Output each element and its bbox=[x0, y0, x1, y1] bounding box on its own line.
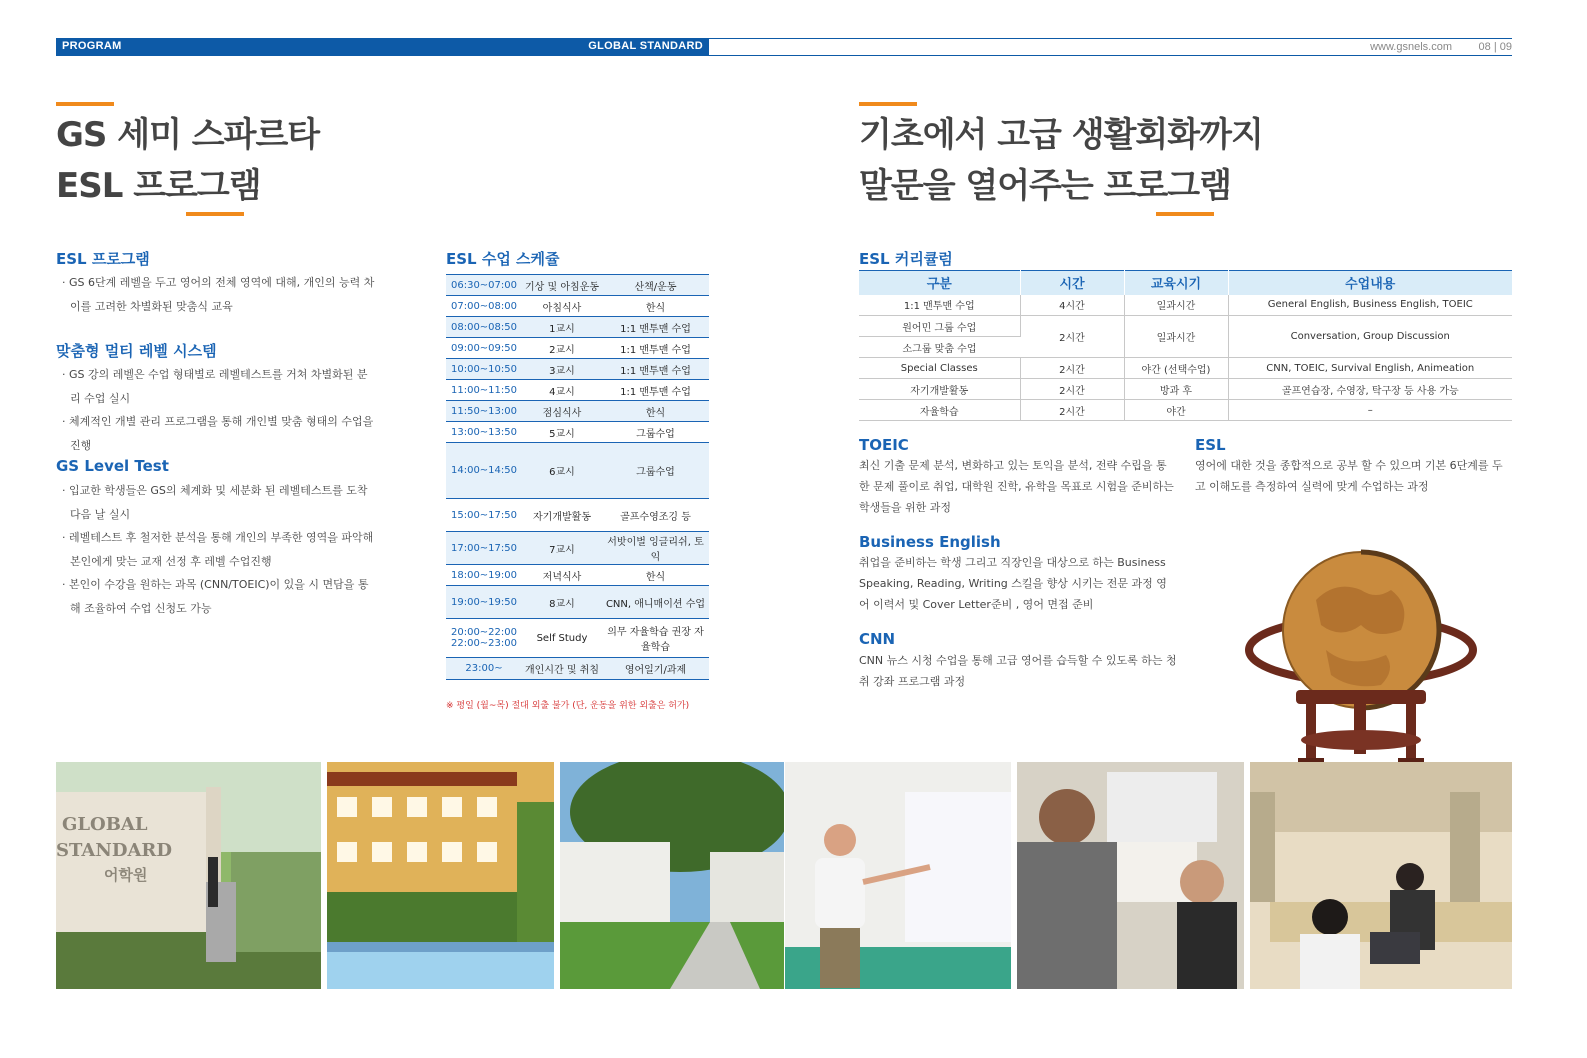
schedule-detail-cell: 영어일기/과제 bbox=[602, 658, 709, 680]
curriculum-cell: 원어민 그룹 수업 bbox=[859, 316, 1020, 337]
schedule-activity-cell: Self Study bbox=[522, 619, 602, 658]
header-bar bbox=[56, 38, 1512, 56]
curriculum-cell: 일과시간 bbox=[1124, 295, 1228, 316]
schedule-detail-cell: 1:1 맨투맨 수업 bbox=[602, 317, 709, 338]
schedule-time-cell: 18:00~19:00 bbox=[446, 565, 522, 586]
schedule-activity-cell: 4교시 bbox=[522, 380, 602, 401]
header-url[interactable]: www.gsnels.com bbox=[1370, 41, 1452, 53]
level-test-item: · 레벨테스트 후 철저한 분석을 통해 개인의 부족한 영역을 파악해 본인에게 맞는 교재 선정 후 레벨 수업진행 bbox=[62, 531, 374, 568]
schedule-activity-cell: 2교시 bbox=[522, 338, 602, 359]
schedule-detail-cell: 서밧이벌 잉글리쉬, 토익 bbox=[602, 532, 709, 565]
schedule-time-cell: 19:00~19:50 bbox=[446, 586, 522, 619]
curriculum-cell: 소그룹 맞춤 수업 bbox=[859, 337, 1020, 358]
schedule-activity-cell: 저녁식사 bbox=[522, 565, 602, 586]
curriculum-cell: 자기개발활동 bbox=[859, 379, 1020, 400]
photo-study-hall bbox=[1250, 762, 1512, 989]
schedule-time-cell: 11:00~11:50 bbox=[446, 380, 522, 401]
schedule-heading: ESL 수업 스케쥴 bbox=[446, 250, 560, 268]
curriculum-cell: 골프연습장, 수영장, 탁구장 등 사용 가능 bbox=[1228, 379, 1512, 400]
curriculum-header-row bbox=[859, 271, 1512, 295]
multi-level-item: · 체계적인 개별 관리 프로그램을 통해 개인별 맞춤 형태의 수업을 진행 bbox=[62, 415, 374, 452]
schedule-row bbox=[446, 296, 709, 317]
curriculum-row bbox=[859, 316, 1512, 337]
schedule-detail-cell: 1:1 맨투맨 수업 bbox=[602, 338, 709, 359]
curriculum-cell: 일과시간 bbox=[1124, 316, 1228, 358]
schedule-row bbox=[446, 317, 709, 338]
schedule-time-cell: 07:00~08:00 bbox=[446, 296, 522, 317]
schedule-row bbox=[446, 532, 709, 565]
schedule-activity-cell: 개인시간 및 취침 bbox=[522, 658, 602, 680]
curriculum-cell: 야간 (선택수업) bbox=[1124, 358, 1228, 379]
schedule-activity-cell: 3교시 bbox=[522, 359, 602, 380]
left-page-title bbox=[56, 110, 319, 212]
multi-level-text bbox=[60, 363, 378, 457]
schedule-activity-cell: 6교시 bbox=[522, 443, 602, 499]
schedule-detail-cell: 골프수영조깅 등 bbox=[602, 499, 709, 532]
schedule-detail-cell: 의무 자율학습 권장 자율학습 bbox=[602, 619, 709, 658]
curriculum-cell: – bbox=[1228, 400, 1512, 421]
schedule-activity-cell: 자기개발활동 bbox=[522, 499, 602, 532]
schedule-time-cell: 14:00~14:50 bbox=[446, 443, 522, 499]
level-test-text bbox=[60, 479, 378, 620]
photo-building-pool bbox=[327, 762, 554, 989]
title-accent-top-left bbox=[56, 102, 114, 106]
schedule-activity-cell: 점심식사 bbox=[522, 401, 602, 422]
left-title-line1: GS 세미 스파르타 bbox=[56, 115, 320, 155]
curriculum-cell: 2시간 bbox=[1020, 358, 1124, 379]
schedule-table bbox=[446, 274, 709, 680]
header-center-label: GLOBAL STANDARD bbox=[588, 40, 703, 52]
schedule-row bbox=[446, 422, 709, 443]
schedule-time-cell: 09:00~09:50 bbox=[446, 338, 522, 359]
photo-sign-line2: STANDARD bbox=[56, 840, 172, 861]
curriculum-cell: 방과 후 bbox=[1124, 379, 1228, 400]
curriculum-cell: 4시간 bbox=[1020, 295, 1124, 316]
esl-text: 영어에 대한 것을 종합적으로 공부 할 수 있으며 기본 6단계를 두고 이해도를 측정하여 실력에 맞게 수업하는 과정 bbox=[1195, 459, 1503, 493]
curriculum-cell: 1:1 맨투맨 수업 bbox=[859, 295, 1020, 316]
curriculum-cell: Conversation, Group Discussion bbox=[1228, 316, 1512, 358]
cnn-heading: CNN bbox=[859, 630, 896, 648]
esl-heading: ESL bbox=[1195, 436, 1226, 454]
globe-illustration bbox=[1236, 540, 1486, 780]
curriculum-cell: CNN, TOEIC, Survival English, Animeation bbox=[1228, 358, 1512, 379]
curriculum-heading: ESL 커리큘럼 bbox=[859, 250, 953, 268]
schedule-row bbox=[446, 359, 709, 380]
schedule-time-cell: 23:00~ bbox=[446, 658, 522, 680]
photo-sign-line3: 어학원 bbox=[104, 866, 148, 884]
photo-tutoring-session bbox=[1017, 762, 1244, 989]
curriculum-cell: 2시간 bbox=[1020, 379, 1124, 400]
page-numbers: 08 | 09 bbox=[1478, 41, 1512, 53]
curriculum-cell: 2시간 bbox=[1020, 316, 1124, 358]
schedule-detail-cell: 한식 bbox=[602, 296, 709, 317]
schedule-detail-cell: 그룹수업 bbox=[602, 422, 709, 443]
cnn-text: CNN 뉴스 시청 수업을 통해 고급 영어를 습득할 수 있도록 하는 청취 강좌 프로그램 과정 bbox=[859, 654, 1177, 688]
curriculum-table bbox=[859, 270, 1512, 421]
header-blue-band bbox=[56, 38, 709, 56]
schedule-time-cell: 20:00~22:00 22:00~23:00 bbox=[446, 619, 522, 658]
schedule-detail-cell: 한식 bbox=[602, 401, 709, 422]
level-test-item: · 본인이 수강을 원하는 과목 (CNN/TOEIC)이 있을 시 면담을 통해 조율하여 수업 신청도 가능 bbox=[62, 578, 369, 615]
title-accent-top-right bbox=[859, 102, 917, 106]
schedule-row bbox=[446, 338, 709, 359]
schedule-row bbox=[446, 499, 709, 532]
photo-sign bbox=[56, 762, 321, 989]
multi-level-item: · GS 강의 레벨은 수업 형태별로 레벨테스트를 거쳐 차별화된 분리 수업 실시 bbox=[62, 368, 368, 405]
curriculum-col-header: 수업내용 bbox=[1228, 271, 1512, 295]
right-title-line2: 말문을 열어주는 프로그램 bbox=[859, 166, 1231, 206]
schedule-time-cell: 13:00~13:50 bbox=[446, 422, 522, 443]
schedule-note: ※ 평일 (월~목) 절대 외출 불가 (단, 운동을 위한 외출은 허가) bbox=[446, 701, 690, 711]
title-accent-under-right bbox=[1156, 212, 1214, 216]
schedule-activity-cell: 1교시 bbox=[522, 317, 602, 338]
toeic-heading: TOEIC bbox=[859, 436, 909, 454]
photo-sign-line1: GLOBAL bbox=[62, 814, 148, 835]
schedule-activity-cell: 8교시 bbox=[522, 586, 602, 619]
right-title-line1: 기초에서 고급 생활회화까지 bbox=[859, 115, 1263, 155]
esl-program-item: · GS 6단계 레벨을 두고 영어의 전체 영역에 대해, 개인의 능력 차이를 고려한 차별화된 맞춤식 교육 bbox=[62, 276, 375, 313]
right-page-title bbox=[859, 110, 1263, 212]
schedule-row bbox=[446, 586, 709, 619]
schedule-detail-cell: 1:1 맨투맨 수업 bbox=[602, 380, 709, 401]
curriculum-row bbox=[859, 295, 1512, 316]
schedule-time-cell: 17:00~17:50 bbox=[446, 532, 522, 565]
schedule-activity-cell: 기상 및 아침운동 bbox=[522, 275, 602, 296]
schedule-row bbox=[446, 565, 709, 586]
esl-program-text bbox=[60, 271, 378, 318]
header-left-label: PROGRAM bbox=[62, 40, 122, 52]
curriculum-col-header: 교육시기 bbox=[1124, 271, 1228, 295]
schedule-time-cell: 08:00~08:50 bbox=[446, 317, 522, 338]
curriculum-cell: 2시간 bbox=[1020, 400, 1124, 421]
curriculum-col-header: 구분 bbox=[859, 271, 1020, 295]
business-text: 취업을 준비하는 학생 그리고 직장인을 대상으로 하는 Business Speaking, Reading, Writing 스킬을 향상 시키는 전문 과정 영어 이력서 및 Cover Letter준비 , 영어 면접 준비 bbox=[859, 556, 1167, 611]
schedule-detail-cell: 그룹수업 bbox=[602, 443, 709, 499]
curriculum-cell: 자율학습 bbox=[859, 400, 1020, 421]
photo-teacher-presenting bbox=[785, 762, 1011, 989]
schedule-detail-cell: 한식 bbox=[602, 565, 709, 586]
schedule-row bbox=[446, 380, 709, 401]
toeic-text: 최신 기출 문제 분석, 변화하고 있는 토익을 분석, 전략 수립을 통한 문제 풀이로 취업, 대학원 진학, 유학을 목표로 시험을 준비하는 학생들을 위한 과정 bbox=[859, 459, 1174, 514]
esl-program-heading: ESL 프로그램 bbox=[56, 250, 150, 268]
business-heading: Business English bbox=[859, 533, 1001, 551]
curriculum-col-header: 시간 bbox=[1020, 271, 1124, 295]
title-accent-under-left bbox=[186, 212, 244, 216]
schedule-activity-cell: 아침식사 bbox=[522, 296, 602, 317]
curriculum-cell: General English, Business English, TOEIC bbox=[1228, 295, 1512, 316]
schedule-activity-cell: 5교시 bbox=[522, 422, 602, 443]
multi-level-heading: 맞춤형 멀티 레벨 시스템 bbox=[56, 342, 217, 360]
schedule-time-cell: 10:00~10:50 bbox=[446, 359, 522, 380]
schedule-row bbox=[446, 401, 709, 422]
schedule-detail-cell: 1:1 맨투맨 수업 bbox=[602, 359, 709, 380]
schedule-time-cell: 06:30~07:00 bbox=[446, 275, 522, 296]
schedule-detail-cell: 산책/운동 bbox=[602, 275, 709, 296]
curriculum-cell: 야간 bbox=[1124, 400, 1228, 421]
photo-campus-trees bbox=[560, 762, 784, 989]
curriculum-cell: Special Classes bbox=[859, 358, 1020, 379]
schedule-time-cell: 15:00~17:50 bbox=[446, 499, 522, 532]
level-test-heading: GS Level Test bbox=[56, 457, 169, 475]
curriculum-row bbox=[859, 400, 1512, 421]
level-test-item: · 입교한 학생들은 GS의 체계화 및 세분화 된 레벨테스트를 도착 다음 날 실시 bbox=[62, 484, 368, 521]
curriculum-row bbox=[859, 358, 1512, 379]
left-title-line2: ESL 프로그램 bbox=[56, 166, 261, 206]
schedule-time-cell: 11:50~13:00 bbox=[446, 401, 522, 422]
curriculum-row bbox=[859, 379, 1512, 400]
schedule-row bbox=[446, 619, 709, 658]
schedule-row bbox=[446, 443, 709, 499]
schedule-row bbox=[446, 275, 709, 296]
schedule-row bbox=[446, 658, 709, 680]
schedule-activity-cell: 7교시 bbox=[522, 532, 602, 565]
schedule-detail-cell: CNN, 애니매이션 수업 bbox=[602, 586, 709, 619]
